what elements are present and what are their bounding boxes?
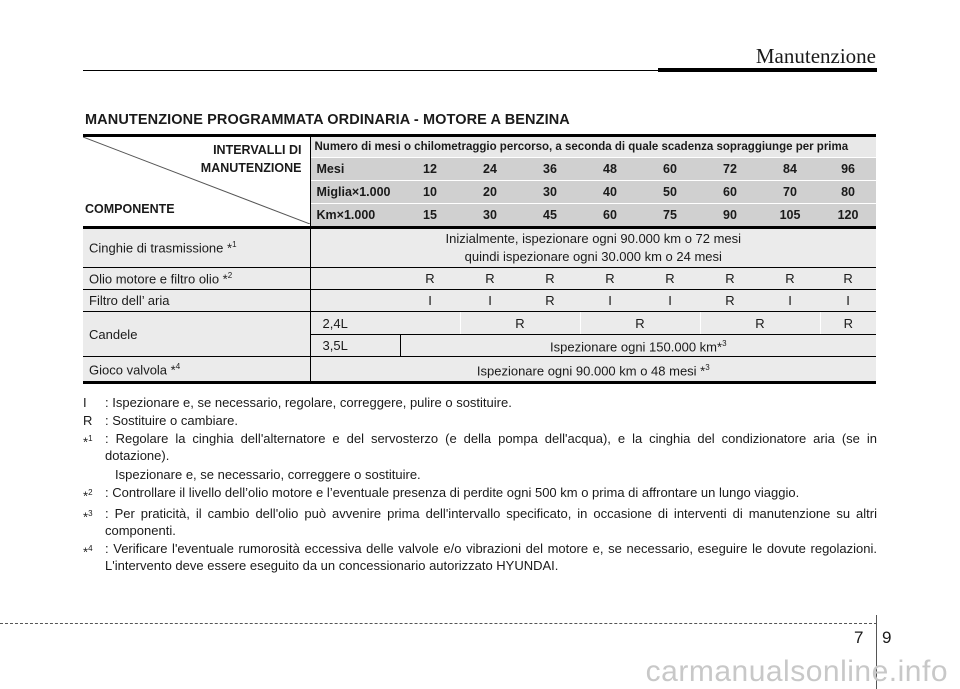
intervals-label xyxy=(201,141,302,177)
header-value: 90 xyxy=(700,204,760,228)
header-value: 12 xyxy=(400,158,460,181)
component-name: Olio motore e filtro olio *$^2$ xyxy=(83,268,310,290)
note-mark: *$^1$ xyxy=(83,434,93,450)
header-value: 15 xyxy=(400,204,460,228)
header-value: 30 xyxy=(520,181,580,204)
note-item xyxy=(83,505,877,539)
note-item xyxy=(83,484,877,504)
note-mark: *$^2$ xyxy=(83,488,93,504)
component-name: Cinghie di trasmissione *$^1$ xyxy=(83,228,310,268)
header-value: 72 xyxy=(700,158,760,181)
note-item xyxy=(83,430,877,483)
empty-cell xyxy=(310,268,400,290)
schedule-cell: I xyxy=(820,290,876,312)
header-value: 48 xyxy=(580,158,640,181)
page-number: 9 xyxy=(882,628,892,647)
header-value: 70 xyxy=(760,181,820,204)
header-value: 96 xyxy=(820,158,876,181)
note-text: : Sostituire o cambiare. xyxy=(105,413,238,428)
note-text: : Regolare la cinghia dell'alternatore e del servosterzo (e della pompa dell'acqua), e la cinghia del condizionatore aria (se in dotazione). Ispezionare e, se necessario, correggere o sostituire. xyxy=(105,431,877,482)
header-value: 75 xyxy=(640,204,700,228)
note-item xyxy=(83,540,877,574)
component-name: Gioco valvola *$^4$ xyxy=(83,357,310,383)
row-valve xyxy=(83,357,876,383)
schedule-cell: I xyxy=(460,290,520,312)
interval-note: Numero di mesi o chilometraggio percorso, a seconda di quale scadenza sopraggiunge per prima xyxy=(310,136,876,158)
row-oil xyxy=(83,268,876,290)
schedule-cell: R xyxy=(700,268,760,290)
empty-cell xyxy=(310,290,400,312)
schedule-cell: R xyxy=(820,268,876,290)
footer-dashed-rule xyxy=(0,623,877,624)
header-label: Miglia×1.000 xyxy=(310,181,400,204)
component-label: COMPONENTE xyxy=(85,202,175,216)
header-value: 45 xyxy=(520,204,580,228)
spark-plugs-instruction: Ispezionare ogni 150.000 km*$^3$ xyxy=(400,335,876,357)
schedule-cell: R xyxy=(400,268,460,290)
schedule-cell: R xyxy=(580,312,700,335)
header-value: 60 xyxy=(640,158,700,181)
schedule-cell: R xyxy=(640,268,700,290)
note-text: : Verificare l'eventuale rumorosità eccessiva delle valvole e/o vibrazioni del motore e, se necessario, eseguire le dovute regolazioni. L'intervento deve essere eseguito da un concessionario autorizzato HYUNDAI. xyxy=(105,541,877,574)
schedule-cell: R xyxy=(700,290,760,312)
header-value: 105 xyxy=(760,204,820,228)
header-value: 36 xyxy=(520,158,580,181)
header-value: 10 xyxy=(400,181,460,204)
maintenance-schedule-table xyxy=(83,134,876,384)
watermark-logo: carmanualsonline.info xyxy=(645,655,948,688)
note-mark: R xyxy=(83,413,93,428)
schedule-cell: R xyxy=(520,268,580,290)
header-value: 20 xyxy=(460,181,520,204)
header-value: 30 xyxy=(460,204,520,228)
belts-line2: quindi ispezionare ogni 30.000 km o 24 mesi xyxy=(464,249,722,264)
row-belts xyxy=(83,228,876,268)
engine-variant-label: 2,4L xyxy=(310,312,460,335)
belts-instructions xyxy=(310,228,876,268)
component-name: Filtro dell’ aria xyxy=(83,290,310,312)
header-label: Km×1.000 xyxy=(310,204,400,228)
schedule-cell: R xyxy=(820,312,876,335)
note-mark: I xyxy=(83,395,87,410)
legend-notes xyxy=(83,394,877,575)
header-value: 40 xyxy=(580,181,640,204)
schedule-cell: I xyxy=(580,290,640,312)
note-item xyxy=(83,412,877,429)
header-value: 50 xyxy=(640,181,700,204)
chapter-number: 7 xyxy=(854,628,864,647)
valve-instruction: Ispezionare ogni 90.000 km o 48 mesi *$^3$ xyxy=(310,357,876,383)
header-rule-thick xyxy=(658,68,877,72)
note-text-continued: Ispezionare e, se necessario, correggere o sostituire. xyxy=(115,467,421,482)
intervals-label-line1: INTERVALLI DI xyxy=(213,143,302,157)
note-mark: *$^4$ xyxy=(83,544,93,560)
note-item xyxy=(83,394,877,411)
schedule-cell: R xyxy=(520,290,580,312)
schedule-cell: R xyxy=(460,312,580,335)
header-diagonal-cell xyxy=(83,136,310,228)
note-text: : Controllare il livello dell’olio motore e l’eventuale presenza di perdite ogni 500 km o prima di affrontare un lungo viaggio. xyxy=(105,485,800,500)
header-value: 120 xyxy=(820,204,876,228)
schedule-cell: R xyxy=(460,268,520,290)
page-header-title: Manutenzione xyxy=(755,44,876,68)
note-text: : Ispezionare e, se necessario, regolare, correggere, pulire o sostituire. xyxy=(105,395,512,410)
header-value: 60 xyxy=(700,181,760,204)
intervals-label-line2: MANUTENZIONE xyxy=(200,161,302,175)
schedule-cell: I xyxy=(760,290,820,312)
schedule-cell: R xyxy=(580,268,640,290)
belts-line1: Inizialmente, ispezionare ogni 90.000 km o 72 mesi xyxy=(445,231,742,246)
header-value: 84 xyxy=(760,158,820,181)
note-text: : Per praticità, il cambio dell'olio può avvenire prima dell'intervallo specificato, in occasione di interventi di manutenzione su altri componenti. xyxy=(105,506,877,539)
section-title: MANUTENZIONE PROGRAMMATA ORDINARIA - MOTORE A BENZINA xyxy=(85,112,570,128)
header-value: 24 xyxy=(460,158,520,181)
schedule-cell: R xyxy=(760,268,820,290)
header-rule-thin xyxy=(83,70,658,71)
schedule-cell: I xyxy=(400,290,460,312)
row-air-filter xyxy=(83,290,876,312)
schedule-cell: I xyxy=(640,290,700,312)
row-spark-plugs-a xyxy=(83,312,876,335)
note-mark: *$^3$ xyxy=(83,509,93,525)
header-value: 80 xyxy=(820,181,876,204)
schedule-cell: R xyxy=(700,312,820,335)
component-name: Candele xyxy=(83,312,310,357)
header-value: 60 xyxy=(580,204,640,228)
engine-variant-label: 3,5L xyxy=(310,335,400,357)
header-label: Mesi xyxy=(310,158,400,181)
